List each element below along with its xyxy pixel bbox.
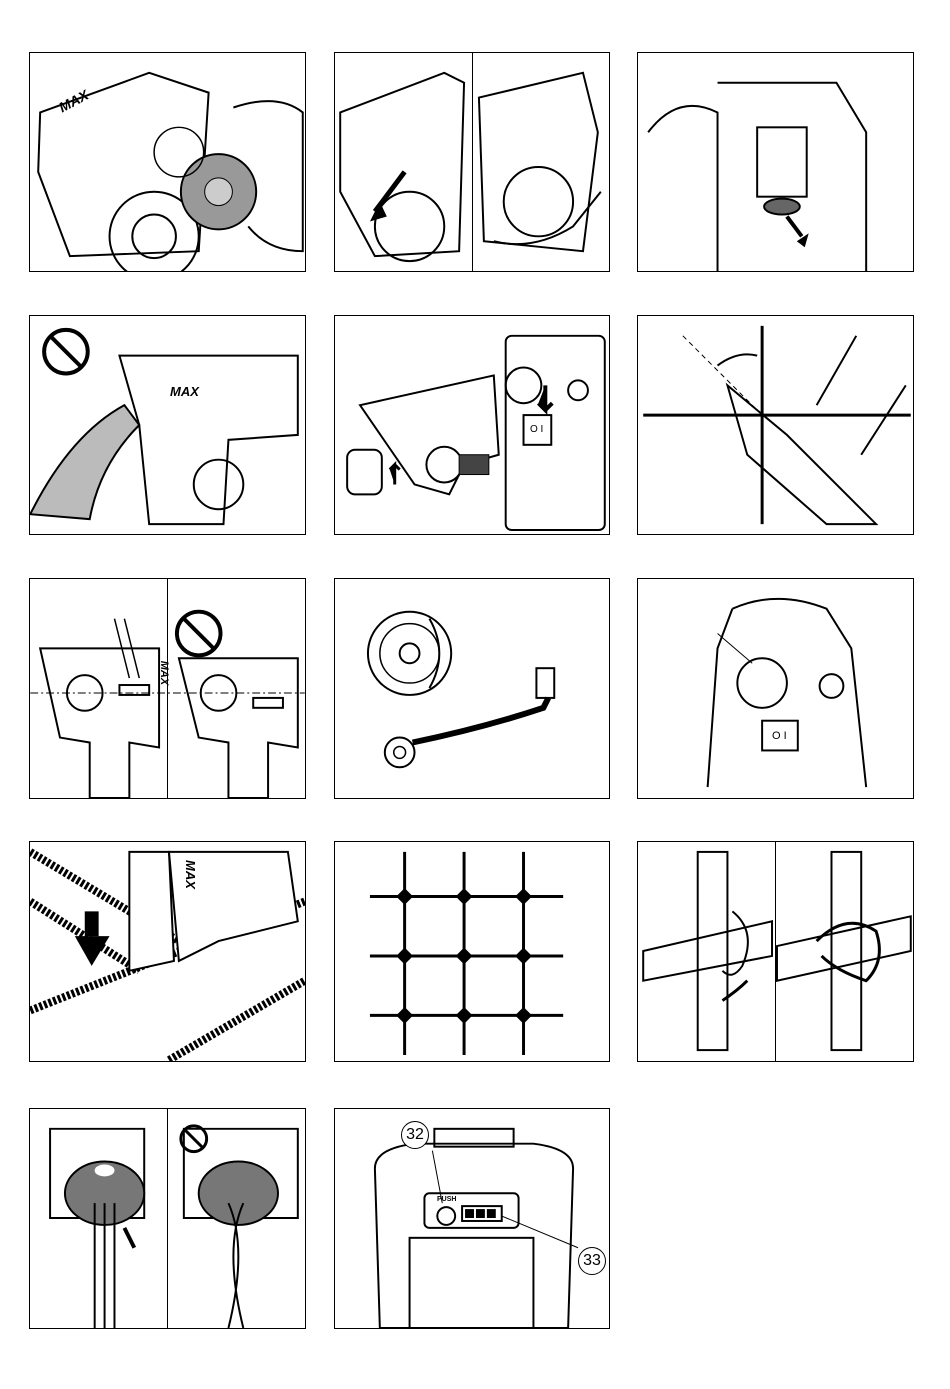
panel-divider	[775, 842, 776, 1061]
panel-do-not-touch	[29, 315, 306, 535]
panel-battery-indicator	[334, 1108, 610, 1329]
reel-install-illustration	[30, 53, 305, 271]
brand-label: MAX	[56, 86, 92, 116]
callout-33: 33	[578, 1247, 606, 1275]
dial-illustration	[638, 579, 913, 798]
rotate-arrow-icon	[506, 368, 542, 404]
rotate-arrow-icon	[718, 354, 758, 365]
brand-label: MAX	[170, 384, 199, 399]
reel-and-hook-illustration	[335, 579, 609, 798]
power-switch-label: O I	[530, 424, 544, 435]
panel-dial-and-switch	[637, 578, 914, 799]
panel-power-switch	[334, 315, 610, 535]
panel-divider	[167, 579, 168, 798]
power-switch-label: O I	[772, 730, 787, 742]
panel-tie-pattern	[334, 841, 610, 1062]
panel-angle-to-rebar	[637, 315, 914, 535]
arrow-icon	[124, 1228, 134, 1248]
arrow-icon	[85, 911, 99, 936]
panel-divider	[472, 53, 473, 271]
rotate-arrow-icon	[737, 658, 787, 708]
brand-label: MAX	[158, 660, 171, 686]
panel-reel-and-tool	[334, 578, 610, 799]
panel-wire-twist	[637, 841, 914, 1062]
grid-illustration	[335, 842, 609, 1061]
panel-wire-guide	[637, 52, 914, 272]
rotate-arrow-icon	[722, 981, 747, 1001]
arrow-icon	[390, 465, 400, 485]
tool-overview-illustration	[335, 316, 609, 534]
battery-illustration	[335, 1109, 609, 1328]
wire-guide-illustration	[638, 53, 913, 271]
panel-alignment-check	[29, 578, 306, 799]
panel-feed-wire	[334, 52, 610, 272]
panel-load-wire-reel	[29, 52, 306, 272]
panel-divider	[167, 1109, 168, 1328]
hand-caution-illustration	[30, 316, 305, 534]
panel-wire-insertion	[29, 1108, 306, 1329]
panel-place-on-rebar	[29, 841, 306, 1062]
callout-32: 32	[401, 1121, 429, 1149]
arrow-icon	[370, 202, 387, 222]
push-button-label: PUSH	[437, 1196, 457, 1203]
rebar-placement-illustration	[30, 842, 305, 1061]
brand-label: MAX	[182, 860, 198, 889]
angle-illustration	[638, 316, 913, 534]
